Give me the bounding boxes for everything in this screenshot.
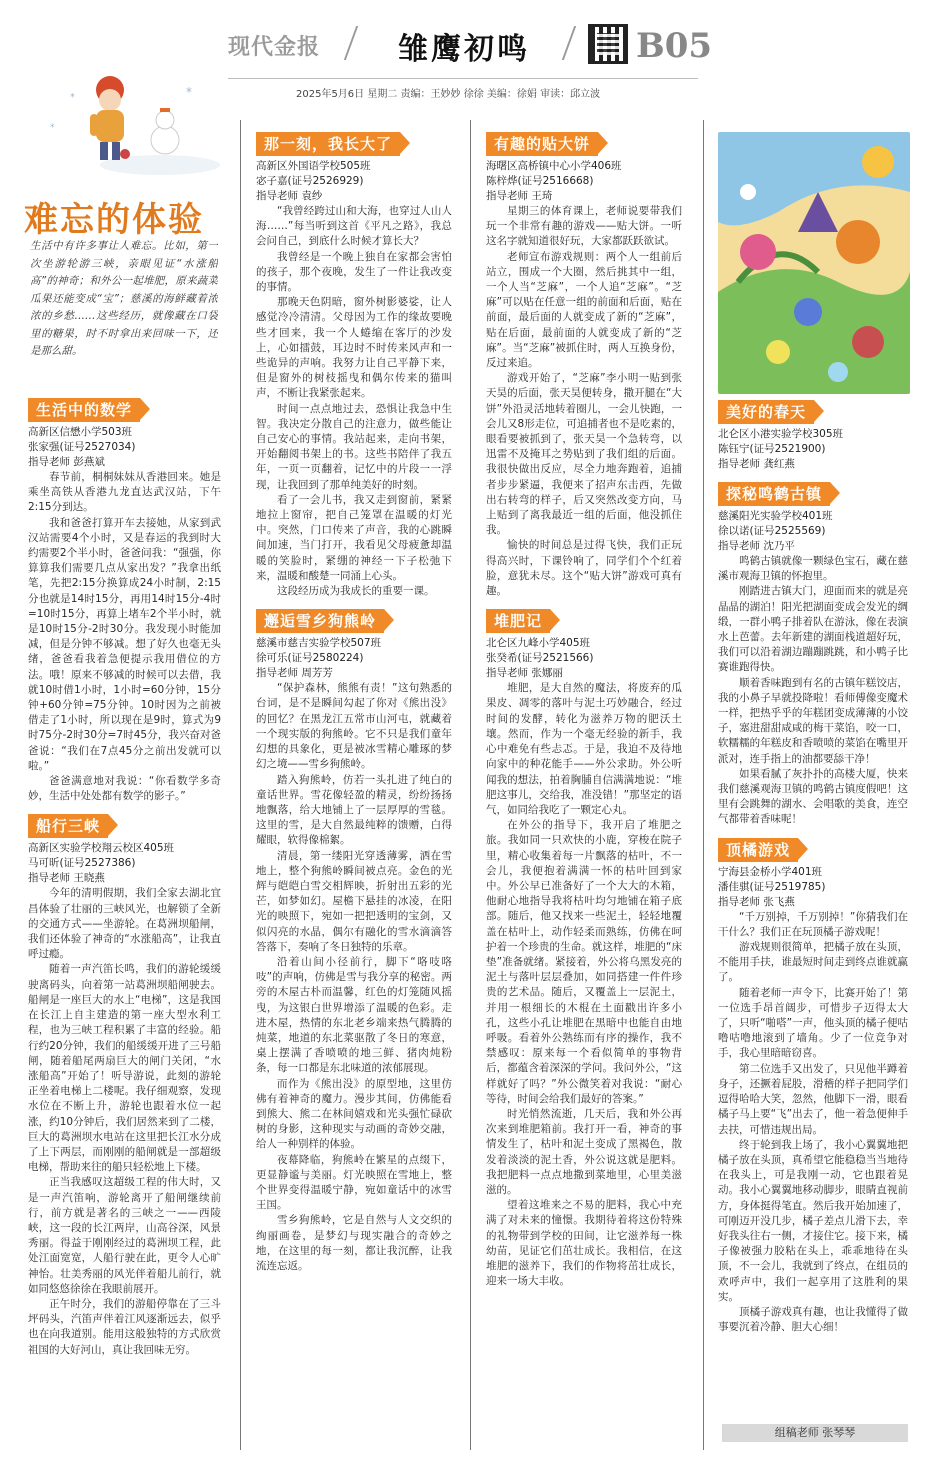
article-author: 马可昕(证号2527386) — [28, 857, 136, 870]
article-author: 潘佳骐(证号2519785) — [718, 880, 826, 893]
article — [486, 607, 682, 1289]
divider-slash — [344, 26, 366, 60]
article-school: 慈溪市慈吉实验学校507班 — [256, 637, 382, 650]
paragraph: “我曾经跨过山和大海，也穿过人山人海……”每当听到这首《平凡之路》，我总会问自己，到底什么时候才算长大？ — [256, 205, 452, 248]
svg-text:*: * — [186, 85, 192, 99]
article-school: 北仑区九峰小学405班 — [486, 637, 591, 650]
paragraph: 星期三的体育课上，老师说要带我们玩一个非常有趣的游戏——贴大饼。一听这名字就知道很好玩，大家都跃跃欲试。 — [486, 205, 682, 248]
spring-drawing-illustration-icon — [718, 132, 910, 394]
article-title: 船行三峡 — [28, 814, 108, 838]
svg-text:*: * — [70, 92, 75, 103]
paragraph: 顺着香味跑到有名的古镇年糕饺店，我的小鼻子早就投降啦！看师傅像变魔术一样，把热乎乎的年糕团变成薄薄的小饺子，塞进甜甜咸咸的梅干菜馅，咬一口，软糯糯的年糕皮和香喷喷的菜馅在嘴里开派对，连手指上的油都要舔干净！ — [718, 676, 908, 765]
paragraph: 我和爸爸打算开车去接她，从家到武汉站需要4个小时，又是春运的我到时大约需要2个半小时，爸爸问我：“强强，你算算我们需要几点从家出发？”我拿出纸笔，先把2:15分换算成24小时制，2:15分也就是14时15分，再用14时15分-4时=10时15分，再算上堵车2个半小时，就是10时15分-2时30分。我发现小时能加减，但是分钟不够减。想了好久也毫无头绪，爸爸看我着急便提示我用借位的方法。哦！原来不够减的时候可以去借，我就10时借1小时，1小时=60分钟，15分钟+60分钟=75分钟。10时因为之前被借走了1小时，所以现在是9时，算式为9时75分-2时30分=7时45分，我兴奋对爸爸说：“我们在7点45分之前出发就可以啦。” — [28, 516, 221, 772]
paragraph: 随着一声汽笛长鸣，我们的游轮缓缓驶离码头，向着第一站葛洲坝船闸驶去。船闸是一座巨大的水上“电梯”，这是我国在长江上自主建造的第一座大型水利工程，也为三峡工程积累了丰富的经验。船行约20分钟，我们的船缓缓开进了三号船闸，随着船尾两扇巨大的闸门关闭，“水涨船高”开始了！听导游说，此刻的游轮正坐着电梯上二楼呢。我仔细观察，发现水位在不断上升，游轮也跟着水位一起涨，约10分钟后，我们居然来到了二楼，巨大的葛洲坝水电站在这里把长江水分成了上下两层，而刚刚的船闸就是一部超级电梯，帮助来往的船只轻松地上下楼。 — [28, 963, 221, 1174]
article-body — [486, 204, 682, 599]
article-title: 堆肥记 — [486, 609, 550, 633]
article-title: 邂逅雪乡狗熊岭 — [256, 609, 384, 633]
article-title: 有趣的贴大饼 — [486, 132, 598, 156]
article — [256, 607, 452, 1274]
article-title: 那一刻，我长大了 — [256, 132, 400, 156]
paragraph: 时光悄然流逝，几天后，我和外公再次来到堆肥箱前。我打开一看，神奇的事情发生了，枯叶和泥土变成了黑褐色，散发着淡淡的泥土香，外公说这就是肥料。我把肥料一点点地撒到菜地里，心里美滋滋的。 — [486, 1107, 682, 1196]
paragraph: 这段经历成为我成长的重要一课。 — [277, 585, 435, 598]
paragraph: 随着老师一声令下，比赛开始了！第一位选手昂首阔步，可惜步子迈得太大了，只听“啪嗒”一声，他头顶的橘子便咕噜咕噜地滚到了墙角。少了一位竞争对手，我心里暗暗窃喜。 — [718, 986, 908, 1060]
feature-intro: 生活中有许多事让人难忘。比如，第一次坐游轮游三峡，亲眼见证“水涨船高”的神奇；和外公一起堆肥，原来蔬菜瓜果还能变成“宝”；慈溪的海鲜藏着浓浓的乡愁……这些经历，就像藏在口袋里的糖果，时不时拿出来回味一下，还是那么甜。 — [30, 240, 218, 357]
article-author: 张家强(证号2527034) — [28, 441, 136, 453]
paragraph: 正午时分，我们的游船停靠在了三斗坪码头，汽笛声伴着江风逐渐远去，似乎也在向我道别。能用这般独特的方式欣赏祖国的大好河山，真让我回味无穷。 — [28, 1297, 221, 1356]
paragraph: 刚踏进古镇大门，迎面而来的就是亮晶晶的湖泊！阳光把湖面变成会发光的绸缎，一群小鸭子排着队在游泳，像在表演水上芭蕾。去年新建的湖面栈道超好玩，我们可以沿着湖边蹦蹦跳跳，和小鸭子比赛谁跑得快。 — [718, 585, 908, 674]
article-school: 高新区信懋小学503班 — [28, 426, 133, 438]
column-3 — [486, 130, 682, 1450]
qr-code-icon[interactable] — [588, 24, 628, 64]
paragraph: 而作为《熊出没》的原型地，这里仿佛有着神奇的魔力。漫步其间，仿佛能看到熊大、熊二在林间嬉戏和光头强忙碌砍树的身影，这种现实与动画的奇妙交融，给人一种别样的体验。 — [256, 1077, 452, 1151]
article — [718, 480, 908, 828]
paragraph: 我曾经是一个晚上独自在家都会害怕的孩子，那个夜晚，发生了一件让我改变的事情。 — [256, 250, 452, 294]
article-teacher: 指导老师 周芳芳 — [256, 667, 333, 680]
article-author: 张癸希(证号2521566) — [486, 652, 594, 665]
paragraph: 时间一点点地过去，恐惧让我急中生智。我决定分散自己的注意力，做些能让自己安心的事情。我站起来，走向书架，开始翻阅书架上的书。这些书陪伴了我五年，一页一页翻着，记忆中的片段一一浮现，让我回到了那单纯美好的时刻。 — [256, 402, 452, 491]
newspaper-brand: 现代金报 — [228, 34, 321, 60]
article — [718, 398, 908, 472]
article-school: 慈溪阳光实验学校401班 — [718, 510, 833, 522]
paragraph: 夜幕降临，狗熊岭在繁星的点缀下，更显静谧与美丽。灯光映照在雪地上，整个世界变得温暖宁静，宛如童话中的冰雪王国。 — [256, 1153, 452, 1212]
editor-credit: 组稿老师 张琴琴 — [722, 1424, 908, 1442]
svg-text:*: * — [50, 123, 55, 133]
article-title: 美好的春天 — [718, 400, 814, 424]
article-body — [718, 554, 908, 828]
article-school: 北仑区小港实验学校305班 — [718, 428, 844, 440]
article-teacher: 指导老师 沈乃平 — [718, 540, 795, 552]
article-teacher: 指导老师 龚红燕 — [718, 458, 795, 470]
article-body — [256, 681, 452, 1274]
boy-snow-illustration-icon — [30, 70, 220, 180]
article-body — [28, 886, 221, 1357]
article-school: 高新区实验学校翔云校区405班 — [28, 842, 175, 855]
article-teacher: 指导老师 王晓燕 — [28, 872, 105, 885]
paragraph: 顶橘子游戏真有趣，也让我懂得了做事要沉着冷静、胆大心细！ — [718, 1305, 908, 1334]
column-4 — [718, 398, 908, 1448]
paragraph: 游戏开始了，“芝麻”李小明一贴到张天昊的后面，张天昊便转身，撒开腿在“大饼”外沿灵活地转着圈儿，一会儿快跑，一会儿又8形走位，可追捕者也不是吃素的，眼看要被抓到了，张天昊一个急转弯，以迅雷不及掩耳之势贴到了我们组的后面。我很快做出反应，尽全力地奔跑着，追捕者步步紧逼，我便来了招声东击西，先做出右转弯的样子，后又突然改变方向，马上贴到了离我最近一组的后面，他没抓住我。 — [486, 372, 682, 537]
paragraph: 终于轮到我上场了，我小心翼翼地把橘子放在头顶，真希望它能稳稳当当地待在我头上，可是我刚一动，它也跟着晃动。我小心翼翼地移动脚步，眼睛直视前方，身体挺得笔直。然后我开始加速了，可刚迈开没几步，橘子差点儿滑下去，幸好我头往右一侧，才接住它。接下来，橘子像被强力胶粘在头上，乖乖地待在头顶，不一会儿，我就到了终点，在组员的欢呼声中，我们一起享用了这胜利的果实。 — [718, 1138, 908, 1303]
article-author: 徐以诺(证号2525569) — [718, 525, 826, 537]
paragraph: 老师宣布游戏规则：两个人一组前后站立，围成一个大圈，然后挑其中一组，一个人当“芝麻”，一个人追“芝麻”。“芝麻”可以贴在任意一组的前面和后面，贴在前面，最后面的人就变成了新的“芝麻”，贴在后面，最前面的人就变成了新的“芝麻”。当“芝麻”被抓住时，两人互换身份，反过来追。 — [486, 250, 682, 370]
article-author: 徐可乐(证号2580224) — [256, 652, 364, 665]
feature-title: 难忘的体验 — [24, 200, 204, 240]
article-author: 陈钰宁(证号2521900) — [718, 443, 826, 455]
paragraph: 踏入狗熊岭，仿若一头扎进了纯白的童话世界。雪花像轻盈的精灵，纷纷扬扬地飘落，给大地铺上了一层厚厚的雪毯。这里的雪，是大自然最纯粹的馈赠，白得耀眼，软得像棉絮。 — [256, 773, 452, 847]
article-school: 海曙区高桥镇中心小学406班 — [486, 160, 622, 172]
article-school: 高新区外国语学校505班 — [256, 160, 371, 172]
paragraph: 游戏规则很简单，把橘子放在头顶，不能用手扶，谁最短时间走到终点谁就赢了。 — [718, 941, 908, 984]
article-teacher: 指导老师 王琦 — [486, 190, 553, 202]
paragraph: 沿着山间小径前行，脚下“咯吱咯吱”的声响，仿佛是雪与我分享的秘密。两旁的木屋古朴而温馨，红色的灯笼随风摇曳，为这银白世界增添了温暖的色彩。走进木屋，热情的东北老乡端来热气腾腾的炖菜，地道的东北菜驱散了冬日的寒意，桌上摆满了香喷喷的地三鲜、猪肉炖粉条，每一口都是东北味道的浓郁展现。 — [256, 955, 452, 1075]
paragraph: “千万别掉，千万别掉！”你猜我们在干什么？我们正在玩顶橘子游戏呢！ — [718, 910, 908, 938]
paragraph: 堆肥，是大自然的魔法，将废弃的瓜果皮、凋零的落叶与泥土巧妙融合，经过时间的发酵，转化为滋养万物的肥沃土壤。然而，作为一个毫无经验的新手，我心中难免有些忐忑。于是，我迫不及待地向家中的种花能手——外公求助。外公听闻我的想法，拍着胸脯自信满满地说：“堆肥这事儿，交给我，准没错！”那坚定的语气，如同给我吃了一颗定心丸。 — [486, 682, 682, 816]
paragraph: 愉快的时间总是过得飞快，我们正玩得高兴时，下课铃响了，同学们个个红着脸，意犹未尽。这个“贴大饼”游戏可真有趣。 — [486, 539, 682, 598]
paragraph: 爸爸满意地对我说：“你看数学多奇妙，生活中处处都有数学的影子。” — [28, 775, 221, 803]
column-divider — [240, 120, 241, 1450]
paragraph: 如果看腻了灰扑扑的高楼大厦，快来我们慈溪观海卫镇的鸣鹤古镇度假吧！这里有会跳舞的湖水、会唱歌的美食，连空气都带着香味呢！ — [718, 767, 908, 826]
article-teacher: 指导老师 张娜丽 — [486, 667, 563, 680]
paragraph: “保护森林，熊熊有责！”这句熟悉的台词，是不是瞬间勾起了你对《熊出没》的回忆？在黑龙江五常市山河屯，就藏着一个现实版的狗熊岭。它不只是我们童年幻想的具象化，更是被冰雪精心雕琢的梦幻之境——雪乡狗熊岭。 — [256, 682, 452, 771]
article-teacher: 指导老师 彭燕斌 — [28, 456, 105, 468]
article-title: 顶橘游戏 — [718, 838, 798, 862]
header-rule — [228, 78, 698, 79]
article — [718, 836, 908, 1336]
article — [256, 130, 452, 599]
article-school: 宁海县金桥小学401班 — [718, 865, 823, 878]
paragraph: 今年的清明假期，我们全家去湖北宜昌体验了壮丽的三峡风光，也解锁了全新的交通方式——坐游轮。在葛洲坝船闸，我们还体验了神奇的“水涨船高”，让我直呼过瘾。 — [28, 887, 221, 961]
divider-slash — [562, 26, 584, 60]
article-teacher: 指导老师 张飞燕 — [718, 895, 795, 908]
article-title: 探秘鸣鹤古镇 — [718, 482, 830, 506]
article — [28, 812, 221, 1357]
column-divider — [703, 120, 704, 1450]
paragraph: 清晨，第一缕阳光穿透薄雾，洒在雪地上，整个狗熊岭瞬间被点亮。金色的光辉与皑皑白雪交相辉映，折射出五彩的光芒，如梦如幻。屋檐下悬挂的冰凌，在阳光的映照下，宛如一把把透明的宝剑，又似闪亮的水晶，偶尔有融化的雪水滴滴答答落下，奏响了冬日独特的乐章。 — [256, 849, 452, 953]
article-body — [256, 204, 452, 599]
article-author: 宓子嘉(证号2526929) — [256, 175, 364, 187]
paragraph: 在外公的指导下，我开启了堆肥之旅。我如同一只欢快的小鹿，穿梭在院子里，精心收集着每一片飘落的枯叶，不一会儿，我便抱着满满一怀的枯叶回到家中。外公早已准备好了一个大大的木箱，他耐心地指导我将枯叶均匀地铺在箱子底部。随后，他又找来一些泥土，轻轻地覆盖在枯叶上，动作轻柔而熟练，仿佛在呵护着一个珍贵的生命。就这样，堆肥的“床垫”准备就绪。紧接着，外公将乌黑发亮的泥土与落叶层层叠加，如同搭建一件件珍贵的艺术品。随后，又覆盖上一层泥土，并用一根细长的木棍在土面戳出许多小孔，这些小孔让堆肥在黑暗中也能自由地呼吸。看着外公熟练而有序的操作，我不禁感叹：原来每一个看似简单的事物背后，都蕴含着深深的学问。我问外公，“这样就好了吗？”外公微笑着对我说：“耐心等待，时间会给我们最好的答案。” — [486, 819, 682, 1105]
section-title: 雏鹰初鸣 — [398, 32, 530, 67]
article-teacher: 指导老师 袁纱 — [256, 190, 323, 202]
page-number: B05 — [636, 26, 713, 66]
paragraph: 第二位选手又出发了，只见他半蹲着身子，还撅着屁股，滑稽的样子把同学们逗得哈哈大笑，忽然，他脚下一滑，眼看橘子马上要“飞”出去了，他一着急便伸手去扶，可惜违规出局。 — [718, 1062, 908, 1136]
paragraph: 望着这堆来之不易的肥料，我心中充满了对未来的憧憬。我期待着将这份特殊的礼物带到学校的田间，让它滋养每一株幼苗，见证它们茁壮成长。我相信，在这堆肥的滋养下，我们的作物将茁壮成长，迎来一场大丰收。 — [486, 1199, 682, 1288]
article-body — [28, 470, 221, 804]
paragraph: 鸣鹤古镇就像一颗绿色宝石，藏在慈溪市观海卫镇的怀抱里。 — [718, 555, 908, 583]
paragraph: 看了一会儿书，我又走到窗前，紧紧地拉上窗帘，把自己笼罩在温暖的灯光中。突然，门口传来了声音，我的心跳瞬间加速，当门打开，我看见父母疲惫却温暖的笑脸时，紧绷的神经一下子松弛下来，温暖和酸楚一同涌上心头。 — [256, 493, 452, 582]
article-title: 生活中的数学 — [28, 398, 140, 422]
article — [486, 130, 682, 599]
column-divider — [470, 120, 471, 1450]
column-2 — [256, 130, 452, 1450]
paragraph: 那晚天色阴暗，窗外树影婆娑，让人感觉冷冷清清。父母因为工作的缘故要晚些才回来，我一个人蜷缩在客厅的沙发上，心如擂鼓，耳边时不时传来风声和一些诡异的声响。我努力让自己平静下来，但是窗外的树枝摇曳和偶尔传来的猫叫声，不断让我紧张起来。 — [256, 296, 452, 400]
paragraph: 春节前，桐桐妹妹从香港回来。她是乘坐高铁从香港九龙直达武汉站，下午2:15分到达。 — [28, 471, 221, 514]
issue-info: 2025年5月6日 星期二 责编：王妙妙 徐徐 美编：徐娟 审读：邱立波 — [296, 89, 601, 100]
column-1 — [28, 396, 221, 1446]
article-author: 陈梓烨(证号2516668) — [486, 175, 594, 187]
article — [28, 396, 221, 804]
article-body — [718, 910, 908, 1336]
article-body — [486, 681, 682, 1289]
paragraph: 雪乡狗熊岭，它是自然与人文交织的绚丽画卷，是梦幻与现实融合的奇妙之地，在这里的每一刻，都让我沉醉，让我流连忘返。 — [256, 1214, 452, 1272]
paragraph: 正当我感叹这超级工程的伟大时，又是一声汽笛响，游轮离开了船闸继续前行，前方就是著名的三峡之一——西陵峡，这一段的长江两岸，山高谷深，风景秀丽。得益于刚刚经过的葛洲坝工程，此处江面宽宽，人船行驶在此，更令人心旷神怡。壮美秀丽的风光伴着船儿前行，就如同悠悠徐徐在我眼前展开。 — [28, 1176, 221, 1295]
